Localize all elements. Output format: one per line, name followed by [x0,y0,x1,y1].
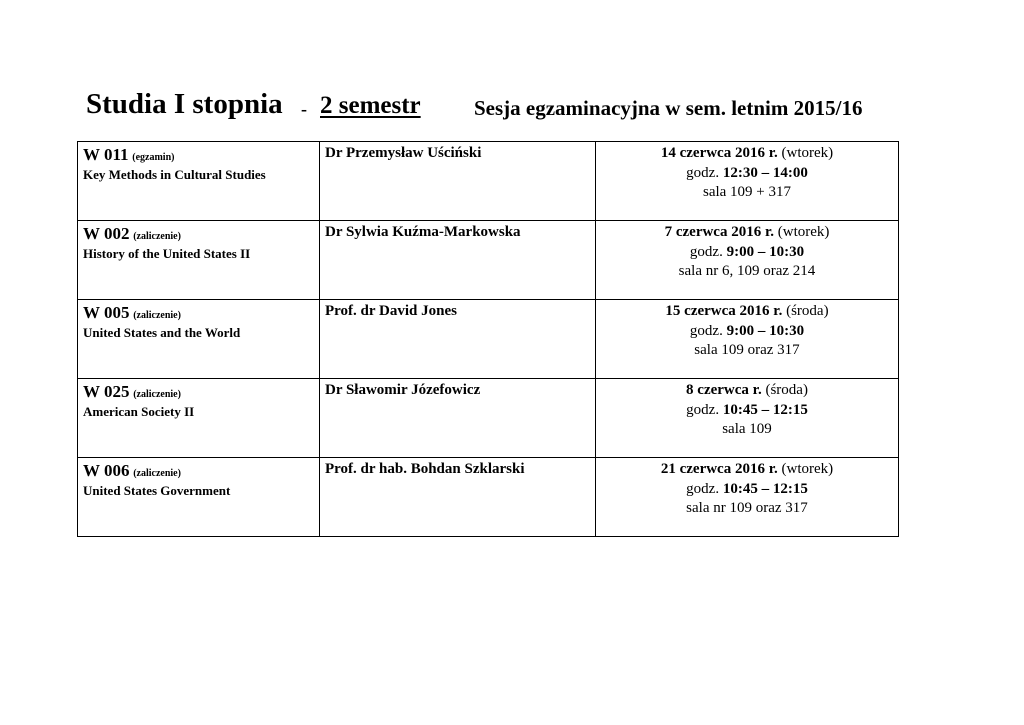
course-type: (zaliczenie) [133,468,181,479]
course-code: W 025 [83,382,130,401]
course-type: (zaliczenie) [133,389,181,400]
lecturer-cell [320,300,596,379]
course-code: W 011 [83,145,129,164]
exam-weekday: (wtorek) [781,461,834,477]
table-row [78,300,899,379]
time-prefix: godz. [689,322,723,339]
lecturer-name: Dr Sylwia Kuźma-Markowska [325,224,521,240]
course-cell [78,221,320,300]
exam-weekday: (wtorek) [777,224,830,240]
exam-time: 10:45 – 12:15 [722,401,808,418]
page-title: Studia I stopnia [86,88,283,120]
exam-weekday: (środa) [786,303,829,319]
exam-room: sala 109 + 317 [702,184,792,200]
lecturer-name: Prof. dr hab. Bohdan Szklarski [325,461,525,477]
lecturer-cell [320,221,596,300]
lecturer-cell [320,379,596,458]
course-name: History of the United States II [83,246,251,261]
course-name: United States and the World [83,325,241,340]
exam-cell [596,458,899,537]
time-prefix: godz. [686,480,720,497]
course-cell [78,300,320,379]
lecturer-name: Dr Przemysław Uściński [325,145,482,161]
lecturer-cell [320,458,596,537]
course-type: (egzamin) [132,152,175,163]
lecturer-cell [320,142,596,221]
exam-room: sala nr 109 oraz 317 [686,500,808,516]
course-type: (zaliczenie) [133,231,181,242]
session-label: Sesja egzaminacyjna w sem. letnim 2015/16 [474,96,863,120]
exam-time: 12:30 – 14:00 [722,164,808,181]
exam-weekday: (środa) [765,382,808,398]
course-cell [78,458,320,537]
exam-schedule-table [77,141,899,537]
course-name: Key Methods in Cultural Studies [83,167,266,182]
exam-time: 9:00 – 10:30 [726,243,805,260]
exam-time: 9:00 – 10:30 [726,322,805,339]
title-dash: - [301,99,307,119]
exam-date: 7 czerwca 2016 r. [664,224,774,240]
exam-cell [596,221,899,300]
exam-weekday: (wtorek) [781,145,834,161]
course-cell [78,142,320,221]
lecturer-name: Dr Sławomir Józefowicz [325,382,481,398]
time-prefix: godz. [686,401,720,418]
course-name: United States Government [83,483,231,498]
exam-room: sala nr 6, 109 oraz 214 [678,263,816,279]
lecturer-name: Prof. dr David Jones [325,303,457,319]
exam-room: sala 109 [722,421,772,437]
exam-cell [596,300,899,379]
page-header [86,88,906,128]
exam-cell [596,142,899,221]
exam-date: 8 czerwca r. [686,382,762,398]
exam-time: 10:45 – 12:15 [722,480,808,497]
course-code: W 005 [83,303,130,322]
course-name: American Society II [83,404,195,419]
table-row [78,458,899,537]
exam-date: 21 czerwca 2016 r. [660,461,778,477]
table-row [78,221,899,300]
semester-label: 2 semestr [320,92,421,119]
exam-room: sala 109 oraz 317 [694,342,800,358]
table-row [78,379,899,458]
course-type: (zaliczenie) [133,310,181,321]
course-cell [78,379,320,458]
exam-date: 14 czerwca 2016 r. [660,145,778,161]
time-prefix: godz. [689,243,723,260]
table-row [78,142,899,221]
time-prefix: godz. [686,164,720,181]
course-code: W 002 [83,224,130,243]
exam-cell [596,379,899,458]
exam-date: 15 czerwca 2016 r. [665,303,783,319]
course-code: W 006 [83,461,130,480]
